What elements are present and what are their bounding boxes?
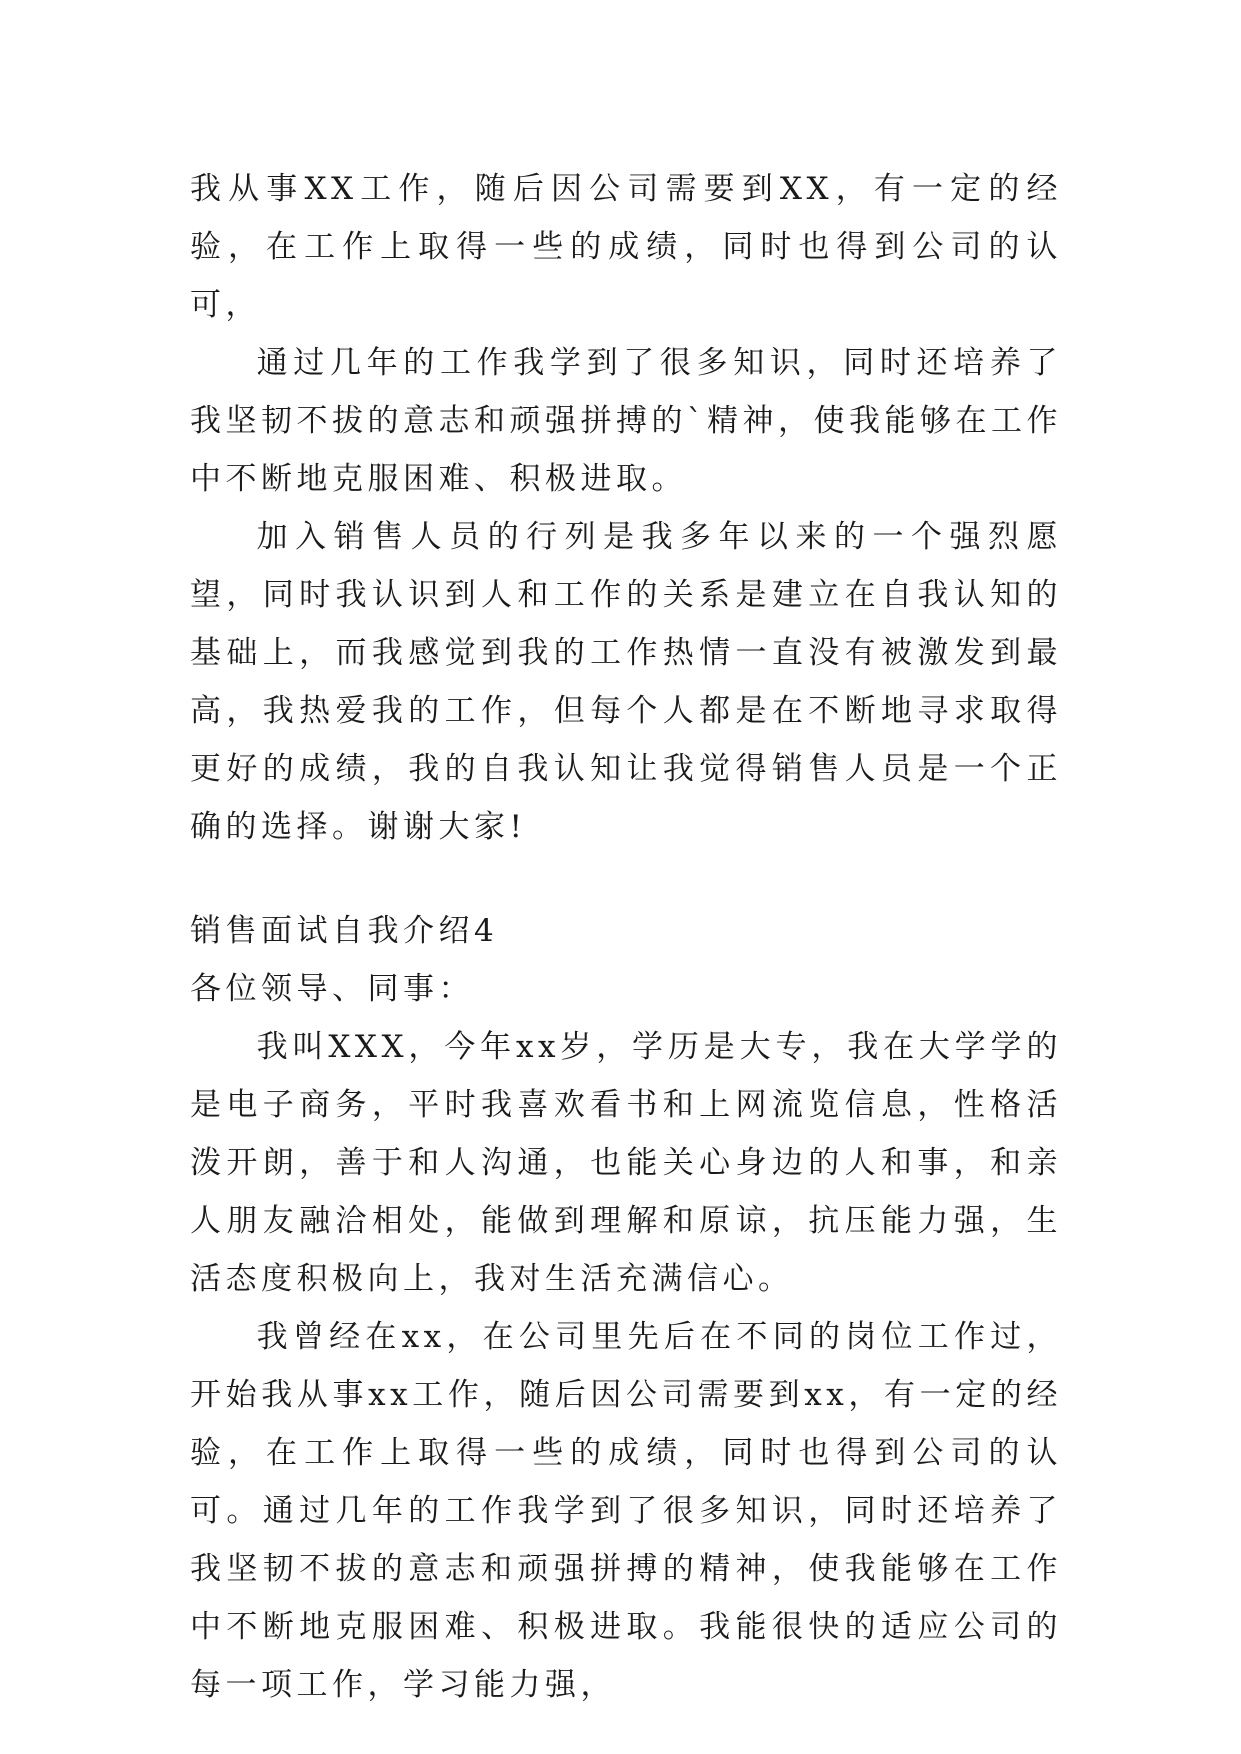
paragraph-personal-intro: 我叫XXX，今年xx岁，学历是大专，我在大学学的是电子商务，平时我喜欢看书和上网流览信息，性格活泼开朗，善于和人沟通，也能关心身边的人和事，和亲人朋友融洽相处，能做到理解和原谅，抗压能力强，生活态度积极向上，我对生活充满信心。	[190, 1029, 1062, 1297]
section-title: 销售面试自我介绍4	[190, 913, 499, 949]
paragraph-sales-wish: 加入销售人员的行列是我多年以来的一个强烈愿望，同时我认识到人和工作的关系是建立在自我认知的基础上，而我感觉到我的工作热情一直没有被激发到最高，我热爱我的工作，但每个人都是在不断地寻求取得更好的成绩，我的自我认知让我觉得销售人员是一个正确的选择。谢谢大家!	[190, 519, 1062, 845]
paragraph-learning: 通过几年的工作我学到了很多知识，同时还培养了我坚韧不拔的意志和顽强拼搏的`精神，使我能够在工作中不断地克服困难、积极进取。	[190, 345, 1062, 497]
document-body	[190, 160, 1062, 1714]
paragraph-work-experience-end: 我从事XX工作，随后因公司需要到XX，有一定的经验，在工作上取得一些的成绩，同时也得到公司的认可，	[190, 171, 1062, 323]
salutation: 各位领导、同事：	[190, 971, 474, 1007]
paragraph-work-history: 我曾经在xx，在公司里先后在不同的岗位工作过，开始我从事xx工作，随后因公司需要到xx，有一定的经验，在工作上取得一些的成绩，同时也得到公司的认可。通过几年的工作我学到了很多知识，同时还培养了我坚韧不拔的意志和顽强拼搏的精神，使我能够在工作中不断地克服困难、积极进取。我能很快的适应公司的每一项工作，学习能力强，	[190, 1319, 1062, 1703]
